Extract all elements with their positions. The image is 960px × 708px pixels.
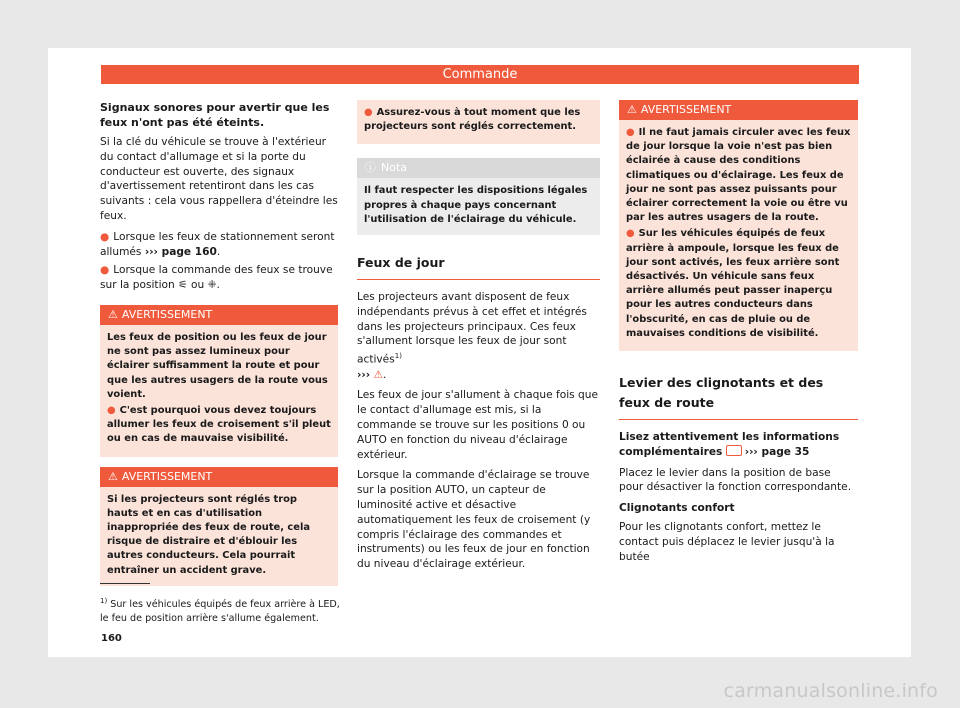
paragraph: Placez le levier dans la position de base pour désactiver la fonction correspondante. [619, 466, 852, 494]
paragraph: Si la clé du véhicule se trouve à l'extérieur du contact d'allumage et si la porte du conducteur est ouverte, des signaux d'avertissement retentiront dans les cas suivants : cela vous rappellera d'éteindre les feux. [100, 136, 338, 222]
list-item: ● Il ne faut jamais circuler avec les feux de jour lorsque la voie n'est pas bien éclairée à cause des conditions climatiques ou d'éclairage. Les feux de jour ne sont pas assez puissants pour éclairer correctement la voie ou être vu par les autres usagers de la route. [626, 127, 851, 224]
footnote: $^{1)}$ Sur les véhicules équipés de feux arrière à LED, le feu de position arrière s'allume également. [100, 597, 340, 624]
page-reference-link[interactable]: ››› page 160 [144, 245, 217, 258]
section-title: Feux de jour [357, 253, 600, 280]
list-item: ● Lorsque la commande des feux se trouve sur la position ⚟ ou ⁜. [100, 264, 333, 292]
warning-header: ⚠ AVERTISSEMENT [100, 305, 338, 325]
bullet-icon: ● [364, 107, 373, 118]
bullet-icon: ● [107, 404, 116, 416]
list-item: ● Assurez-vous à tout moment que les projecteurs sont réglés correctement. [364, 107, 581, 133]
info-icon: ⓘ [365, 161, 376, 175]
section-title: Levier des clignotants et des feux de route [619, 373, 858, 420]
bullet-icon: ● [100, 230, 110, 243]
watermark: carmanualsonline.info [723, 680, 938, 702]
paragraph: Les feux de jour s'allument à chaque fois que le contact d'allumage est mis, si la commande se trouve sur les positions 0 ou AUTO en fonction du niveau d'éclairage extérieur. [357, 389, 598, 461]
warning-header: ⚠ AVERTISSEMENT [619, 100, 858, 120]
page-reference-link[interactable]: ››› page 35 [744, 445, 810, 458]
warning-body [357, 100, 600, 144]
warning-body: Si les projecteurs sont réglés trop hauts et en cas d'utilisation inappropriée des feux de route, cela risque de distraire et d'éblouir les autres conducteurs. Cela pourrait entraîner un accident grave. [107, 493, 311, 576]
warning-triangle-icon: ⚠ [108, 469, 118, 483]
footnote-marker: 1) [394, 352, 402, 361]
warning-header: ⚠ AVERTISSEMENT [100, 467, 338, 487]
note-header: ⓘ Nota [357, 158, 600, 178]
footnote-divider [100, 583, 150, 584]
warning-box [100, 305, 338, 457]
list-item: ● Lorsque les feux de stationnement seront allumés ››› page 160. [100, 230, 335, 258]
page-header: Commande [101, 65, 859, 84]
warning-box [100, 467, 338, 586]
warning-triangle-icon: ⚠ [627, 103, 637, 116]
bullet-icon: ● [100, 264, 110, 277]
warning-body [619, 120, 858, 351]
column-left [100, 100, 338, 596]
bullet-icon: ● [626, 228, 635, 240]
warning-box-continued [357, 100, 600, 144]
subsection-heading: Clignotants confort [619, 502, 735, 515]
list-item: ● C'est pourquoi vous devez toujours allumer les feux de croisement s'il pleut ou en cas de mauvaise visibilité. [107, 404, 331, 445]
warning-body: Les feux de position ou les feux de jour ne sont pas assez lumineux pour éclairer suffisamment la route et pour que les autres usagers de la route vous voient. ● C'est pourquoi vous devez toujours allumer les feux de croisement s'il pleut ou en cas de mauvaise visibilité. [100, 325, 338, 457]
paragraph: Lorsque la commande d'éclairage se trouve sur la position AUTO, un capteur de luminosité active et désactive automatiquement les feux de croisement (y compris l'éclairage des commandes et instruments) ou les feux de jour en fonction du niveau d'éclairage extérieur. [357, 469, 591, 571]
page-number: 160 [101, 633, 122, 644]
warning-reference-link[interactable]: ››› [357, 368, 371, 381]
warning-triangle-icon: ⚠ [108, 307, 118, 321]
warning-box [619, 100, 858, 351]
paragraph: Lisez attentivement les informations complémentaires ››› page 35 [619, 431, 840, 458]
paragraph: Pour les clignotants confort, mettez le contact puis déplacez le levier jusqu'à la butée [619, 521, 835, 563]
position-light-icon: ⁜ [207, 279, 217, 292]
list-item: ● Sur les véhicules équipés de feux arrière à ampoule, lorsque les feux de jour sont activés, les feux arrière sont désactivés. Un véhicule sans feux arrière allumés peut passer inaperçu pour les autres conducteurs dans l'obscurité, en cas de pluie ou de mauvaises conditions de visibilité. [626, 228, 840, 339]
parking-light-icon: ⚟ [178, 279, 188, 292]
manual-page [48, 48, 911, 657]
note-body: Il faut respecter les dispositions légales propres à chaque pays concernant l'utilisation de l'éclairage du véhicule. [364, 185, 588, 225]
column-middle [357, 100, 600, 578]
subsection-heading: Signaux sonores pour avertir que les feux n'ont pas été éteints. [100, 101, 330, 129]
book-reference-icon [726, 445, 742, 456]
paragraph: Les projecteurs avant disposent de feux indépendants prévus à cet effet et intégrés dans les projecteurs principaux. Ces feux s'allument lorsque les feux de jour sont activés$^{1)}$ ››› ⚠. [357, 291, 587, 381]
note-box [357, 158, 600, 235]
bullet-icon: ● [626, 127, 635, 138]
column-right [619, 100, 858, 570]
footnote-marker: 1) [100, 597, 108, 605]
warning-triangle-icon: ⚠ [373, 368, 383, 381]
